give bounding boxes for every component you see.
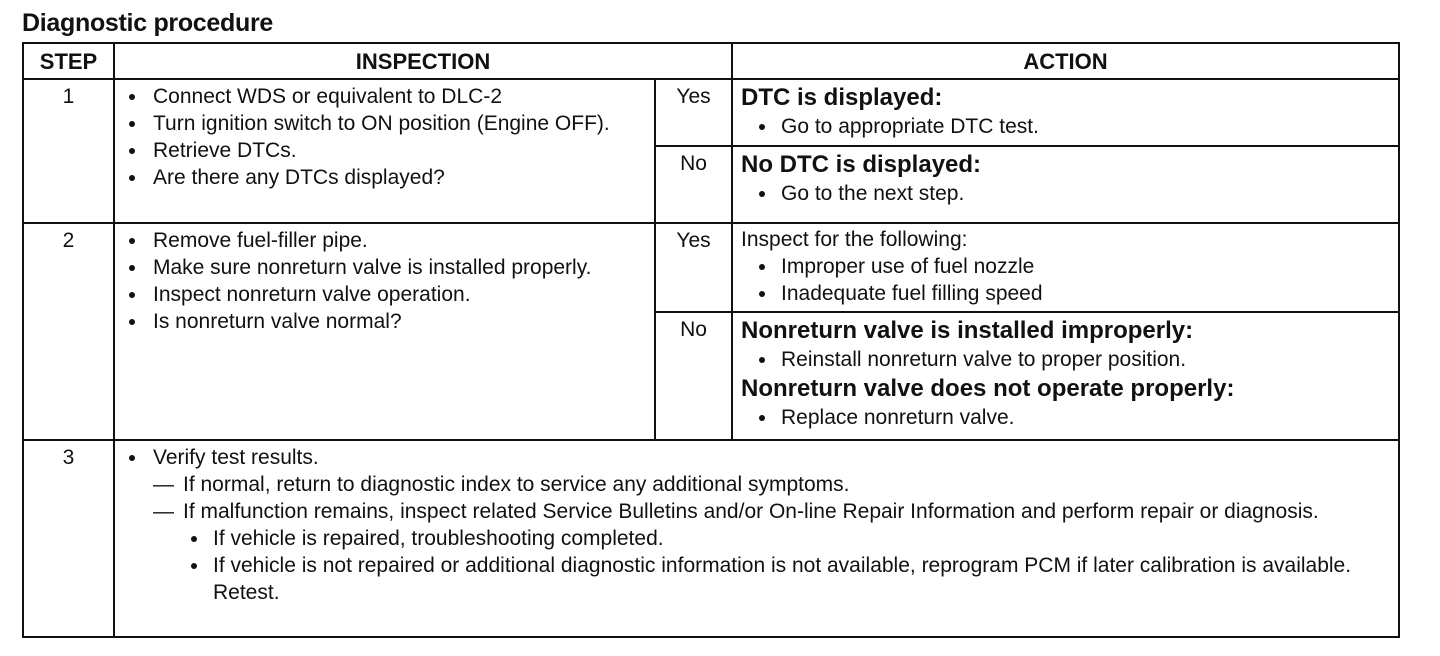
- no-label: No: [655, 146, 732, 223]
- step-number: 3: [23, 440, 114, 637]
- action-item: Go to appropriate DTC test.: [741, 113, 1392, 140]
- inspection-cell: [114, 223, 655, 440]
- inspection-item: Retrieve DTCs.: [127, 137, 648, 164]
- action-cell: [732, 146, 1399, 223]
- action-heading: Nonreturn valve does not operate properly:: [741, 375, 1235, 402]
- yes-label: Yes: [655, 223, 732, 312]
- inspection-item: Turn ignition switch to ON position (Engine OFF).: [127, 110, 648, 137]
- no-label: No: [655, 312, 732, 440]
- inspection-item: Inspect nonreturn valve operation.: [127, 281, 648, 308]
- sub-item: If vehicle is not repaired or additional diagnostic information is not available, reprogram PCM if later calibration is available. Retest.: [183, 552, 1392, 606]
- inspection-item: Connect WDS or equivalent to DLC-2: [127, 83, 648, 110]
- action-cell: [732, 312, 1399, 440]
- inspection-item: Make sure nonreturn valve is installed properly.: [127, 254, 648, 281]
- inspection-item: [127, 444, 1392, 606]
- dash-item: [153, 471, 1392, 498]
- action-item: Reinstall nonreturn valve to proper position.: [741, 346, 1392, 373]
- inspection-item-text: Verify test results.: [153, 446, 319, 469]
- header-step: STEP: [23, 43, 114, 79]
- step-number: 1: [23, 79, 114, 223]
- action-item: Inadequate fuel filling speed: [741, 280, 1392, 307]
- action-cell: [732, 79, 1399, 146]
- diagnostic-table: [22, 42, 1400, 638]
- page-title: Diagnostic procedure: [22, 9, 273, 37]
- dash-item: [153, 498, 1392, 606]
- dash-item-text: If normal, return to diagnostic index to service any additional symptoms.: [183, 473, 850, 496]
- inspection-item: Are there any DTCs displayed?: [127, 164, 648, 191]
- action-item: Go to the next step.: [741, 180, 1392, 207]
- header-row: [23, 43, 1399, 79]
- sub-item: If vehicle is repaired, troubleshooting completed.: [183, 525, 1392, 552]
- action-heading: No DTC is displayed:: [741, 151, 982, 178]
- action-intro: Inspect for the following:: [741, 228, 968, 251]
- dash-item-text: If malfunction remains, inspect related Service Bulletins and/or On-line Repair Information and perform repair or diagnosis.: [183, 500, 1319, 523]
- table-row: [23, 79, 1399, 146]
- dash-mark: —: [153, 500, 174, 523]
- action-item: Improper use of fuel nozzle: [741, 253, 1392, 280]
- step-number: 2: [23, 223, 114, 440]
- header-inspection: INSPECTION: [114, 43, 732, 79]
- inspection-cell: [114, 440, 1399, 637]
- table-row: [23, 440, 1399, 637]
- dash-mark: —: [153, 473, 174, 496]
- inspection-cell: [114, 79, 655, 223]
- inspection-item: Is nonreturn valve normal?: [127, 308, 648, 335]
- inspection-item: Remove fuel-filler pipe.: [127, 227, 648, 254]
- action-heading: DTC is displayed:: [741, 84, 943, 111]
- yes-label: Yes: [655, 79, 732, 146]
- action-item: Replace nonreturn valve.: [741, 404, 1392, 431]
- action-cell: [732, 223, 1399, 312]
- header-action: ACTION: [732, 43, 1399, 79]
- table-row: [23, 223, 1399, 312]
- action-heading: Nonreturn valve is installed improperly:: [741, 317, 1194, 344]
